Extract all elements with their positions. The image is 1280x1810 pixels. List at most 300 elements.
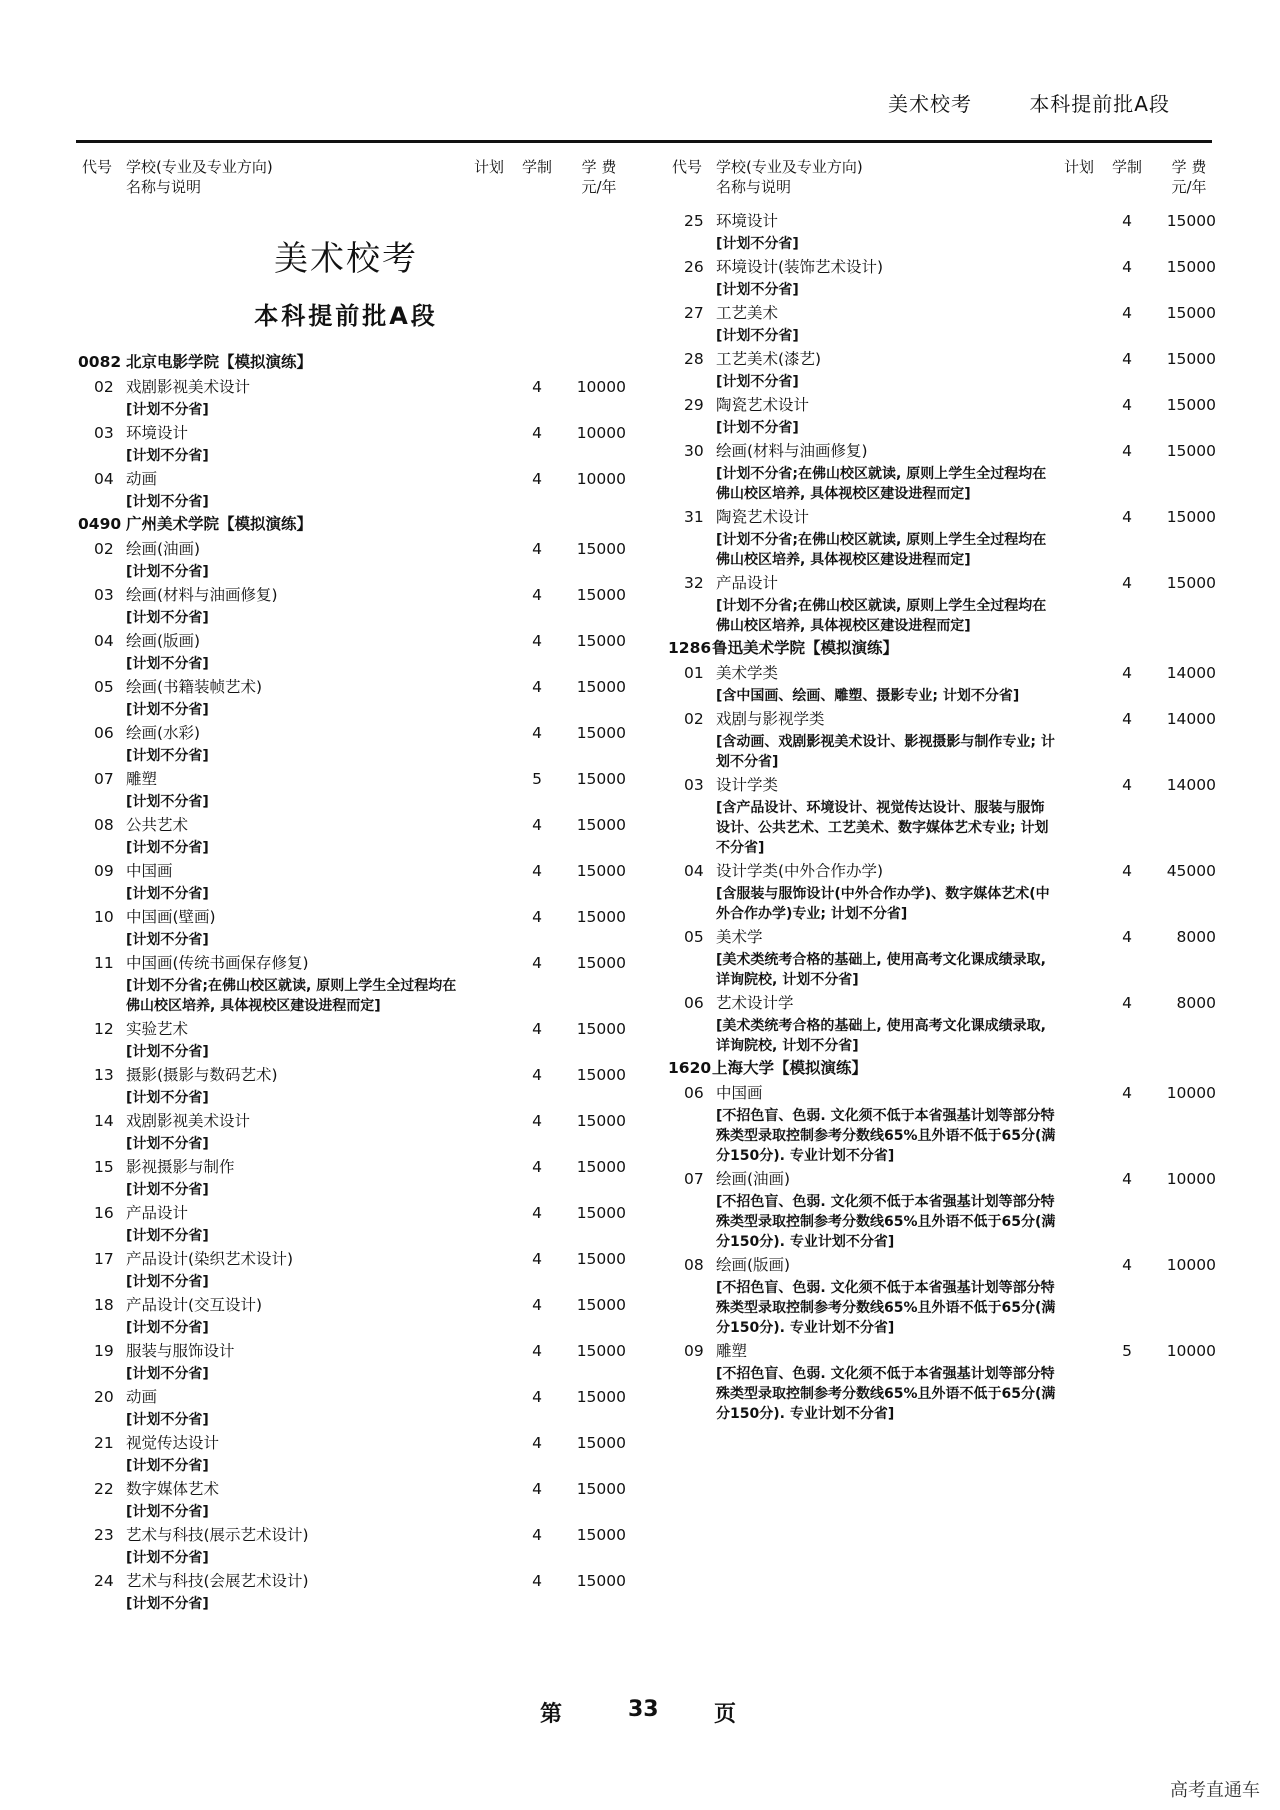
major-note: [计划不分省] <box>716 328 799 344</box>
colhead-code: 代号 <box>82 158 113 176</box>
major-entry <box>76 904 626 950</box>
major-note: [含产品设计、环境设计、视觉传达设计、服装与服饰设计、公共艺术、工艺美术、数字媒体艺术专业; 计划不分省] <box>716 800 1049 856</box>
major-code: 04 <box>684 862 704 880</box>
major-entry <box>76 1200 626 1246</box>
major-fee: 10000 <box>1166 1342 1216 1360</box>
major-entry <box>76 1430 626 1476</box>
major-code: 02 <box>684 710 704 728</box>
major-note: [计划不分省] <box>126 610 209 626</box>
major-length: 4 <box>532 862 542 880</box>
major-length: 4 <box>1122 862 1132 880</box>
major-length: 4 <box>532 1250 542 1268</box>
major-fee: 15000 <box>576 1020 626 1038</box>
major-name: 产品设计(染织艺术设计) <box>126 1250 294 1268</box>
major-entry <box>666 346 1216 392</box>
major-code: 01 <box>684 664 704 682</box>
colhead-plan: 计划 <box>1064 158 1095 176</box>
major-length: 4 <box>1122 1084 1132 1102</box>
major-note: [含中国画、绘画、雕塑、摄影专业; 计划不分省] <box>716 688 1020 704</box>
major-entry <box>666 1338 1216 1424</box>
major-code: 05 <box>684 928 704 946</box>
school-row <box>76 512 616 536</box>
major-length: 4 <box>532 954 542 972</box>
major-code: 20 <box>94 1388 114 1406</box>
major-name: 艺术与科技(会展艺术设计) <box>126 1572 309 1590</box>
major-entry <box>666 772 1216 858</box>
school-row <box>666 1056 1206 1080</box>
colhead-plan: 计划 <box>474 158 505 176</box>
major-note: [计划不分省;在佛山校区就读, 原则上学生全过程均在佛山校区培养, 具体视校区建设进程而定] <box>716 598 1047 634</box>
major-fee: 15000 <box>1166 574 1216 592</box>
major-fee: 10000 <box>1166 1170 1216 1188</box>
major-entry <box>666 1166 1216 1252</box>
major-note: [计划不分省] <box>126 402 209 418</box>
major-name: 中国画(传统书画保存修复) <box>126 954 309 972</box>
major-code: 11 <box>94 954 114 972</box>
major-entry <box>76 628 626 674</box>
major-entry <box>76 858 626 904</box>
major-note: [计划不分省] <box>126 794 209 810</box>
major-name: 绘画(材料与油画修复) <box>716 442 868 460</box>
major-code: 06 <box>684 1084 704 1102</box>
major-note: [计划不分省] <box>126 656 209 672</box>
major-entry <box>76 466 626 512</box>
major-entry <box>76 1384 626 1430</box>
major-name: 美术学类 <box>716 664 779 682</box>
major-name: 美术学 <box>716 928 763 946</box>
page-label-post: 页 <box>714 1702 737 1727</box>
colhead-school: 学校(专业及专业方向) 名称与说明 <box>716 158 863 196</box>
major-fee: 8000 <box>1176 994 1216 1012</box>
major-length: 5 <box>1122 1342 1132 1360</box>
major-entry <box>76 536 626 582</box>
major-name: 产品设计 <box>716 574 779 592</box>
major-entry <box>666 438 1216 504</box>
major-code: 08 <box>94 816 114 834</box>
major-fee: 10000 <box>576 470 626 488</box>
major-note: [美术类统考合格的基础上, 使用高考文化课成绩录取, 详询院校, 计划不分省] <box>716 1018 1046 1054</box>
column-header <box>76 152 616 208</box>
major-name: 绘画(水彩) <box>126 724 201 742</box>
major-entry <box>666 504 1216 570</box>
major-note: [计划不分省;在佛山校区就读, 原则上学生全过程均在佛山校区培养, 具体视校区建设进程而定] <box>716 532 1047 568</box>
major-note: [计划不分省] <box>126 564 209 580</box>
major-fee: 15000 <box>1166 396 1216 414</box>
major-name: 绘画(版画) <box>126 632 201 650</box>
major-name: 雕塑 <box>716 1342 748 1360</box>
major-entry <box>76 1246 626 1292</box>
major-entry <box>76 720 626 766</box>
major-length: 4 <box>532 378 542 396</box>
major-length: 4 <box>1122 1256 1132 1274</box>
major-name: 绘画(油画) <box>716 1170 791 1188</box>
major-code: 02 <box>94 540 114 558</box>
running-header-category: 美术校考 <box>887 92 972 116</box>
major-entry <box>666 706 1216 772</box>
major-note: [计划不分省] <box>126 1136 209 1152</box>
major-entry <box>76 1154 626 1200</box>
major-name: 动画 <box>126 470 158 488</box>
major-length: 4 <box>532 1020 542 1038</box>
major-fee: 15000 <box>576 954 626 972</box>
major-note: [计划不分省] <box>126 748 209 764</box>
school-code: 0490 <box>78 515 122 533</box>
major-name: 工艺美术(漆艺) <box>716 350 822 368</box>
major-entry <box>76 674 626 720</box>
major-name: 设计学类(中外合作办学) <box>716 862 884 880</box>
major-fee: 15000 <box>576 1434 626 1452</box>
major-name: 戏剧与影视学类 <box>716 710 825 728</box>
colhead-length: 学制 <box>522 158 553 176</box>
major-entry <box>666 924 1216 990</box>
major-entry <box>76 1568 626 1614</box>
major-length: 4 <box>532 1296 542 1314</box>
major-name: 戏剧影视美术设计 <box>126 1112 251 1130</box>
major-code: 24 <box>94 1572 114 1590</box>
page-label-pre: 第 <box>540 1702 563 1727</box>
major-code: 28 <box>684 350 704 368</box>
major-code: 16 <box>94 1204 114 1222</box>
major-entry <box>666 660 1216 706</box>
major-length: 4 <box>1122 258 1132 276</box>
major-code: 31 <box>684 508 704 526</box>
major-name: 产品设计(交互设计) <box>126 1296 263 1314</box>
major-fee: 15000 <box>576 540 626 558</box>
major-note: [计划不分省] <box>126 1182 209 1198</box>
major-length: 4 <box>532 1342 542 1360</box>
major-note: [计划不分省] <box>716 374 799 390</box>
major-length: 4 <box>532 1388 542 1406</box>
colhead-code: 代号 <box>672 158 703 176</box>
major-note: [计划不分省] <box>716 282 799 298</box>
major-entry <box>76 1016 626 1062</box>
major-length: 4 <box>532 1066 542 1084</box>
major-fee: 15000 <box>576 632 626 650</box>
major-fee: 15000 <box>1166 212 1216 230</box>
major-entry <box>666 392 1216 438</box>
major-name: 中国画 <box>126 862 173 880</box>
major-length: 4 <box>1122 1170 1132 1188</box>
major-note: [计划不分省] <box>126 840 209 856</box>
major-name: 环境设计(装饰艺术设计) <box>716 258 884 276</box>
right-column <box>666 152 1216 1424</box>
major-name: 绘画(书籍装帧艺术) <box>126 678 263 696</box>
major-length: 4 <box>532 816 542 834</box>
major-fee: 15000 <box>576 908 626 926</box>
school-name: 上海大学【模拟演练】 <box>712 1059 868 1077</box>
major-fee: 15000 <box>576 1296 626 1314</box>
major-code: 13 <box>94 1066 114 1084</box>
major-name: 绘画(油画) <box>126 540 201 558</box>
major-fee: 10000 <box>576 424 626 442</box>
major-length: 4 <box>1122 710 1132 728</box>
major-code: 22 <box>94 1480 114 1498</box>
major-code: 23 <box>94 1526 114 1544</box>
major-code: 03 <box>94 424 114 442</box>
major-entry <box>76 420 626 466</box>
major-name: 艺术与科技(展示艺术设计) <box>126 1526 309 1544</box>
major-note: [计划不分省] <box>126 1458 209 1474</box>
major-length: 4 <box>1122 928 1132 946</box>
major-entry <box>76 1108 626 1154</box>
major-name: 绘画(版画) <box>716 1256 791 1274</box>
major-fee: 10000 <box>1166 1256 1216 1274</box>
major-code: 17 <box>94 1250 114 1268</box>
major-length: 4 <box>1122 442 1132 460</box>
major-entry <box>666 254 1216 300</box>
school-code: 1286 <box>668 639 712 657</box>
major-name: 艺术设计学 <box>716 994 794 1012</box>
major-name: 陶瓷艺术设计 <box>716 396 810 414</box>
major-length: 4 <box>1122 574 1132 592</box>
major-name: 绘画(材料与油画修复) <box>126 586 278 604</box>
major-note: [计划不分省] <box>126 1412 209 1428</box>
major-note: [不招色盲、色弱. 文化须不低于本省强基计划等部分特殊类型录取控制参考分数线65%且外语不低于65分(满分150分). 专业计划不分省] <box>716 1280 1056 1336</box>
major-note: [计划不分省] <box>126 1044 209 1060</box>
major-code: 09 <box>94 862 114 880</box>
major-entry <box>76 1338 626 1384</box>
major-fee: 15000 <box>1166 350 1216 368</box>
major-note: [计划不分省] <box>126 932 209 948</box>
major-code: 10 <box>94 908 114 926</box>
major-note: [计划不分省;在佛山校区就读, 原则上学生全过程均在佛山校区培养, 具体视校区建设进程而定] <box>716 466 1047 502</box>
major-length: 5 <box>532 770 542 788</box>
major-name: 中国画(壁画) <box>126 908 216 926</box>
major-code: 02 <box>94 378 114 396</box>
major-code: 21 <box>94 1434 114 1452</box>
major-code: 27 <box>684 304 704 322</box>
major-code: 12 <box>94 1020 114 1038</box>
colhead-school: 学校(专业及专业方向) 名称与说明 <box>126 158 273 196</box>
major-note: [不招色盲、色弱. 文化须不低于本省强基计划等部分特殊类型录取控制参考分数线65%且外语不低于65分(满分150分). 专业计划不分省] <box>716 1108 1056 1164</box>
major-name: 设计学类 <box>716 776 779 794</box>
major-name: 工艺美术 <box>716 304 779 322</box>
major-fee: 14000 <box>1166 776 1216 794</box>
major-fee: 15000 <box>576 1066 626 1084</box>
major-entry <box>666 300 1216 346</box>
major-note: [不招色盲、色弱. 文化须不低于本省强基计划等部分特殊类型录取控制参考分数线65%且外语不低于65分(满分150分). 专业计划不分省] <box>716 1366 1056 1422</box>
major-name: 产品设计 <box>126 1204 189 1222</box>
major-code: 03 <box>684 776 704 794</box>
major-name: 环境设计 <box>126 424 189 442</box>
major-note: [计划不分省] <box>126 1366 209 1382</box>
major-fee: 10000 <box>576 378 626 396</box>
major-code: 06 <box>94 724 114 742</box>
major-name: 环境设计 <box>716 212 779 230</box>
school-name: 广州美术学院【模拟演练】 <box>126 515 313 533</box>
major-fee: 15000 <box>576 1526 626 1544</box>
major-length: 4 <box>532 470 542 488</box>
major-entry <box>666 1080 1216 1166</box>
major-length: 4 <box>1122 212 1132 230</box>
right-entry-list <box>666 208 1216 1424</box>
major-code: 03 <box>94 586 114 604</box>
major-entry <box>76 950 626 1016</box>
major-length: 4 <box>1122 508 1132 526</box>
major-entry <box>76 582 626 628</box>
header-rule <box>76 140 1212 143</box>
page-number: 33 <box>628 1697 659 1722</box>
running-header-batch: 本科提前批A段 <box>1029 92 1170 116</box>
major-note: [计划不分省] <box>126 1320 209 1336</box>
major-length: 4 <box>532 1204 542 1222</box>
major-entry <box>76 1292 626 1338</box>
school-code: 1620 <box>668 1059 712 1077</box>
major-length: 4 <box>532 1434 542 1452</box>
major-entry <box>666 858 1216 924</box>
major-fee: 15000 <box>576 1112 626 1130</box>
major-note: [计划不分省] <box>126 448 209 464</box>
left-entry-list <box>76 350 626 1614</box>
major-length: 4 <box>1122 664 1132 682</box>
major-note: [计划不分省] <box>126 1596 209 1612</box>
school-name: 鲁迅美术学院【模拟演练】 <box>712 639 899 657</box>
major-fee: 15000 <box>576 1572 626 1590</box>
major-entry <box>76 766 626 812</box>
watermark: 高考直通车 <box>1170 1780 1260 1801</box>
major-fee: 15000 <box>576 724 626 742</box>
major-length: 4 <box>532 1158 542 1176</box>
major-fee: 15000 <box>1166 442 1216 460</box>
running-header <box>838 88 1170 117</box>
major-fee: 15000 <box>576 1158 626 1176</box>
major-length: 4 <box>532 1112 542 1130</box>
column-header <box>666 152 1206 208</box>
major-code: 08 <box>684 1256 704 1274</box>
major-length: 4 <box>532 678 542 696</box>
major-note: [计划不分省] <box>126 886 209 902</box>
major-length: 4 <box>1122 776 1132 794</box>
major-note: [计划不分省] <box>126 1090 209 1106</box>
major-fee: 10000 <box>1166 1084 1216 1102</box>
major-fee: 14000 <box>1166 664 1216 682</box>
major-fee: 14000 <box>1166 710 1216 728</box>
major-code: 26 <box>684 258 704 276</box>
major-length: 4 <box>532 908 542 926</box>
major-code: 18 <box>94 1296 114 1314</box>
major-entry <box>666 570 1216 636</box>
major-length: 4 <box>1122 350 1132 368</box>
major-note: [计划不分省;在佛山校区就读, 原则上学生全过程均在佛山校区培养, 具体视校区建设进程而定] <box>126 978 457 1014</box>
major-fee: 15000 <box>576 1342 626 1360</box>
major-entry <box>76 1476 626 1522</box>
major-name: 视觉传达设计 <box>126 1434 220 1452</box>
major-code: 15 <box>94 1158 114 1176</box>
major-note: [计划不分省] <box>716 420 799 436</box>
colhead-fee: 学 费 元/年 <box>581 158 617 196</box>
major-fee: 8000 <box>1176 928 1216 946</box>
major-fee: 15000 <box>1166 508 1216 526</box>
major-name: 戏剧影视美术设计 <box>126 378 251 396</box>
major-note: [计划不分省] <box>126 1228 209 1244</box>
major-length: 4 <box>1122 994 1132 1012</box>
major-name: 服装与服饰设计 <box>126 1342 235 1360</box>
major-length: 4 <box>1122 396 1132 414</box>
major-entry <box>666 208 1216 254</box>
major-length: 4 <box>532 424 542 442</box>
major-name: 影视摄影与制作 <box>126 1158 235 1176</box>
major-note: [计划不分省] <box>126 1504 209 1520</box>
major-length: 4 <box>532 586 542 604</box>
major-entry <box>76 374 626 420</box>
major-code: 32 <box>684 574 704 592</box>
major-fee: 15000 <box>576 816 626 834</box>
major-entry <box>76 1062 626 1108</box>
major-name: 动画 <box>126 1388 158 1406</box>
major-length: 4 <box>532 632 542 650</box>
major-length: 4 <box>532 1572 542 1590</box>
major-code: 05 <box>94 678 114 696</box>
major-code: 04 <box>94 470 114 488</box>
major-fee: 15000 <box>576 1204 626 1222</box>
major-code: 19 <box>94 1342 114 1360</box>
major-note: [计划不分省] <box>126 494 209 510</box>
major-code: 25 <box>684 212 704 230</box>
major-name: 陶瓷艺术设计 <box>716 508 810 526</box>
major-fee: 15000 <box>576 1250 626 1268</box>
major-name: 实验艺术 <box>126 1020 189 1038</box>
major-note: [计划不分省] <box>126 1550 209 1566</box>
major-note: [计划不分省] <box>126 702 209 718</box>
school-code: 0082 <box>78 353 122 371</box>
major-name: 摄影(摄影与数码艺术) <box>126 1066 278 1084</box>
major-length: 4 <box>532 1480 542 1498</box>
major-entry <box>76 1522 626 1568</box>
major-entry <box>666 1252 1216 1338</box>
section-title: 美术校考 <box>274 239 418 279</box>
major-code: 06 <box>684 994 704 1012</box>
major-fee: 15000 <box>576 862 626 880</box>
major-code: 29 <box>684 396 704 414</box>
major-code: 07 <box>684 1170 704 1188</box>
major-note: [计划不分省] <box>716 236 799 252</box>
major-note: [计划不分省] <box>126 1274 209 1290</box>
major-fee: 15000 <box>576 586 626 604</box>
major-name: 中国画 <box>716 1084 763 1102</box>
major-name: 公共艺术 <box>126 816 189 834</box>
major-fee: 45000 <box>1166 862 1216 880</box>
school-row <box>76 350 616 374</box>
major-note: [含动画、戏剧影视美术设计、影视摄影与制作专业; 计划不分省] <box>716 734 1055 770</box>
major-fee: 15000 <box>1166 258 1216 276</box>
major-code: 09 <box>684 1342 704 1360</box>
major-length: 4 <box>532 724 542 742</box>
major-code: 30 <box>684 442 704 460</box>
major-fee: 15000 <box>576 678 626 696</box>
school-name: 北京电影学院【模拟演练】 <box>126 353 313 371</box>
major-fee: 15000 <box>1166 304 1216 322</box>
major-entry <box>76 812 626 858</box>
major-fee: 15000 <box>576 770 626 788</box>
major-fee: 15000 <box>576 1480 626 1498</box>
major-length: 4 <box>532 1526 542 1544</box>
colhead-length: 学制 <box>1112 158 1143 176</box>
major-fee: 15000 <box>576 1388 626 1406</box>
major-code: 07 <box>94 770 114 788</box>
school-row <box>666 636 1206 660</box>
major-code: 14 <box>94 1112 114 1130</box>
major-length: 4 <box>1122 304 1132 322</box>
major-note: [不招色盲、色弱. 文化须不低于本省强基计划等部分特殊类型录取控制参考分数线65%且外语不低于65分(满分150分). 专业计划不分省] <box>716 1194 1056 1250</box>
colhead-fee: 学 费 元/年 <box>1171 158 1207 196</box>
major-code: 04 <box>94 632 114 650</box>
section-subtitle: 本科提前批A段 <box>254 302 438 330</box>
major-note: [美术类统考合格的基础上, 使用高考文化课成绩录取, 详询院校, 计划不分省] <box>716 952 1046 988</box>
major-entry <box>666 990 1216 1056</box>
major-name: 数字媒体艺术 <box>126 1480 220 1498</box>
major-note: [含服装与服饰设计(中外合作办学)、数字媒体艺术(中外合作办学)专业; 计划不分省] <box>716 886 1050 922</box>
major-length: 4 <box>532 540 542 558</box>
